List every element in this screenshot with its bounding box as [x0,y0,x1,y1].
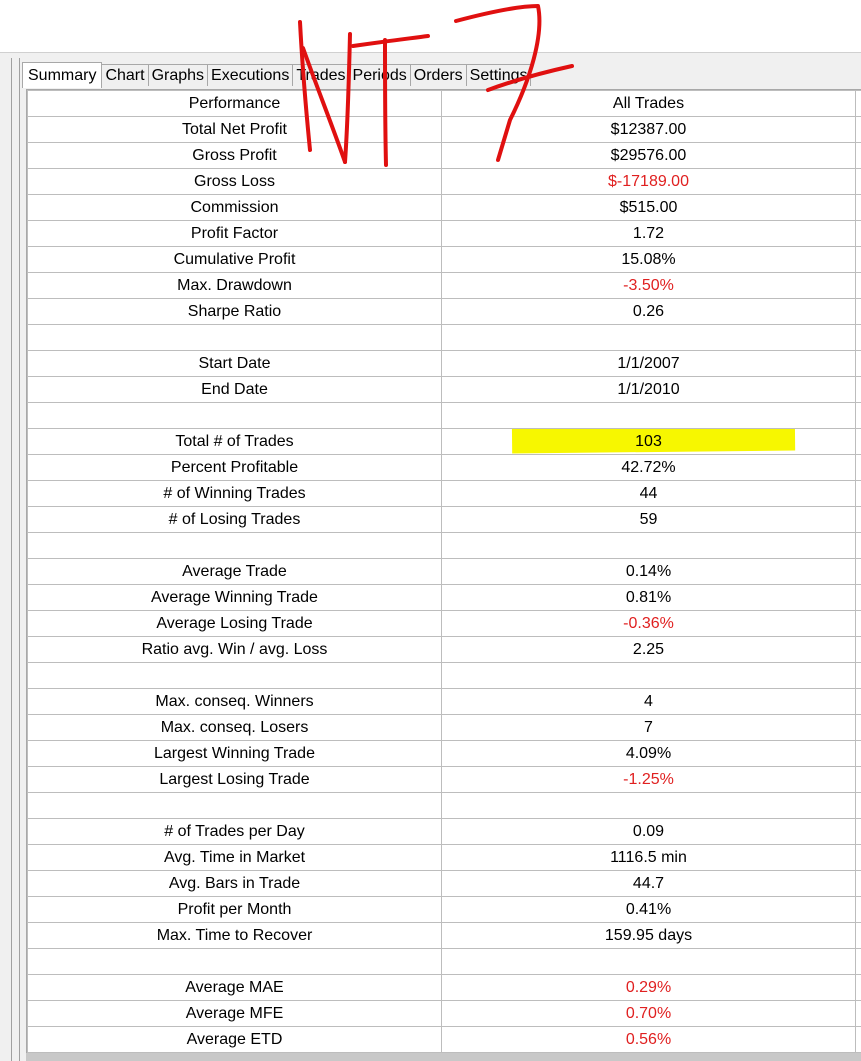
metric-label: Avg. Time in Market [28,845,442,871]
horizontal-scrollbar[interactable] [26,1053,861,1061]
top-blank-area [0,0,861,52]
metric-value: 0.26 [442,299,856,325]
table-row-spacer [28,949,861,975]
metric-value: 1/1/2007 [442,351,856,377]
column-header-all-trades[interactable]: All Trades [442,91,856,117]
spare-cell [856,923,861,949]
metric-label [28,793,442,819]
metric-label: Gross Loss [28,169,442,195]
table-row-spacer [28,325,861,351]
table-row [28,169,861,195]
metric-label [28,663,442,689]
table-row [28,481,861,507]
table-row [28,585,861,611]
spare-cell [856,325,861,351]
tab-bar [22,60,530,88]
metric-label: Profit Factor [28,221,442,247]
tab-settings[interactable]: Settings [466,64,532,86]
metric-value: $515.00 [442,195,856,221]
spare-cell [856,221,861,247]
frame-left-border [11,58,12,1061]
metric-label: Percent Profitable [28,455,442,481]
spare-cell [856,689,861,715]
table-row [28,299,861,325]
spare-cell [856,975,861,1001]
spare-cell [856,1001,861,1027]
tab-chart[interactable]: Chart [101,64,148,86]
metric-value [442,663,856,689]
metric-label: Sharpe Ratio [28,299,442,325]
spare-cell [856,377,861,403]
metric-label: Largest Winning Trade [28,741,442,767]
spare-cell [856,143,861,169]
spare-cell [856,117,861,143]
table-row [28,1027,861,1053]
tab-trades[interactable]: Trades [292,64,349,86]
spare-cell [856,507,861,533]
table-row [28,195,861,221]
spare-cell [856,663,861,689]
metric-label [28,403,442,429]
spare-cell [856,195,861,221]
table-row [28,689,861,715]
tab-executions[interactable]: Executions [207,64,293,86]
table-row-spacer [28,533,861,559]
metric-label: Average MFE [28,1001,442,1027]
spare-cell [856,481,861,507]
metric-label: Commission [28,195,442,221]
metric-value: -0.36% [442,611,856,637]
column-header-performance[interactable]: Performance [28,91,442,117]
frame-inner-border [19,58,20,1061]
table-row [28,117,861,143]
metric-value [442,949,856,975]
spare-cell [856,845,861,871]
spare-cell [856,273,861,299]
table-row [28,741,861,767]
metric-value: 1116.5 min [442,845,856,871]
metric-value: 2.25 [442,637,856,663]
metric-label: Largest Losing Trade [28,767,442,793]
table-row [28,1001,861,1027]
metric-label: Cumulative Profit [28,247,442,273]
metric-label: Max. conseq. Winners [28,689,442,715]
table-row [28,845,861,871]
metric-label: Start Date [28,351,442,377]
metric-value-text: 103 [635,433,662,450]
table-row [28,351,861,377]
metric-value: 0.56% [442,1027,856,1053]
table-row [28,715,861,741]
table-row [28,559,861,585]
tab-summary[interactable]: Summary [22,62,102,88]
spare-cell [856,741,861,767]
table-row [28,767,861,793]
metric-value [442,325,856,351]
metric-value: 1/1/2010 [442,377,856,403]
metric-label: Average Trade [28,559,442,585]
table-row [28,923,861,949]
table-row [28,377,861,403]
metric-value: 44.7 [442,871,856,897]
performance-grid [26,89,861,1054]
spare-cell [856,455,861,481]
metric-label: Average ETD [28,1027,442,1053]
metric-value: $-17189.00 [442,169,856,195]
metric-value: 159.95 days [442,923,856,949]
spare-cell [856,533,861,559]
metric-value: 59 [442,507,856,533]
spare-cell [856,351,861,377]
table-row [28,637,861,663]
metric-value: 0.29% [442,975,856,1001]
metric-value: 0.14% [442,559,856,585]
table-row [28,871,861,897]
metric-label: Max. conseq. Losers [28,715,442,741]
metric-value: 1.72 [442,221,856,247]
table-row [28,221,861,247]
metric-value: 0.41% [442,897,856,923]
header-row [28,91,861,117]
tab-orders[interactable]: Orders [410,64,467,86]
metric-label [28,533,442,559]
metric-value: 4 [442,689,856,715]
column-header-spare [856,91,861,117]
metric-value: 42.72% [442,455,856,481]
spare-cell [856,559,861,585]
tab-periods[interactable]: Periods [349,64,411,86]
metric-label [28,325,442,351]
metric-label: Gross Profit [28,143,442,169]
spare-cell [856,247,861,273]
spare-cell [856,949,861,975]
table-row-spacer [28,663,861,689]
table-row [28,611,861,637]
metric-value: 15.08% [442,247,856,273]
table-row [28,975,861,1001]
metric-value [442,533,856,559]
table-row [28,897,861,923]
spare-cell [856,897,861,923]
metric-label: Avg. Bars in Trade [28,871,442,897]
spare-cell [856,767,861,793]
performance-table [27,90,861,1053]
table-row-spacer [28,793,861,819]
spare-cell [856,429,861,455]
spare-cell [856,611,861,637]
spare-cell [856,169,861,195]
spare-cell [856,819,861,845]
metric-label: Average MAE [28,975,442,1001]
metric-value: $29576.00 [442,143,856,169]
tab-graphs[interactable]: Graphs [148,64,208,86]
table-row [28,247,861,273]
metric-value: -3.50% [442,273,856,299]
metric-value: -1.25% [442,767,856,793]
metric-value [442,793,856,819]
spare-cell [856,715,861,741]
table-row [28,819,861,845]
metric-label: Total # of Trades [28,429,442,455]
metric-value: 4.09% [442,741,856,767]
metric-value [442,429,856,455]
table-row [28,455,861,481]
metric-label: Average Winning Trade [28,585,442,611]
metric-value: 44 [442,481,856,507]
metric-value: 0.81% [442,585,856,611]
metric-label: End Date [28,377,442,403]
spare-cell [856,403,861,429]
spare-cell [856,585,861,611]
table-row [28,143,861,169]
spare-cell [856,871,861,897]
metric-label: Max. Time to Recover [28,923,442,949]
metric-value [442,403,856,429]
table-row-spacer [28,403,861,429]
metric-label [28,949,442,975]
metric-label: # of Trades per Day [28,819,442,845]
table-row [28,507,861,533]
spare-cell [856,793,861,819]
table-row [28,429,861,455]
metric-label: Profit per Month [28,897,442,923]
table-row [28,273,861,299]
metric-label: Average Losing Trade [28,611,442,637]
metric-label: # of Losing Trades [28,507,442,533]
metric-label: Ratio avg. Win / avg. Loss [28,637,442,663]
spare-cell [856,299,861,325]
metric-label: Total Net Profit [28,117,442,143]
metric-label: # of Winning Trades [28,481,442,507]
metric-value: 0.70% [442,1001,856,1027]
spare-cell [856,637,861,663]
metric-label: Max. Drawdown [28,273,442,299]
metric-value: $12387.00 [442,117,856,143]
table-body [28,117,861,1053]
metric-value: 7 [442,715,856,741]
spare-cell [856,1027,861,1053]
metric-value: 0.09 [442,819,856,845]
